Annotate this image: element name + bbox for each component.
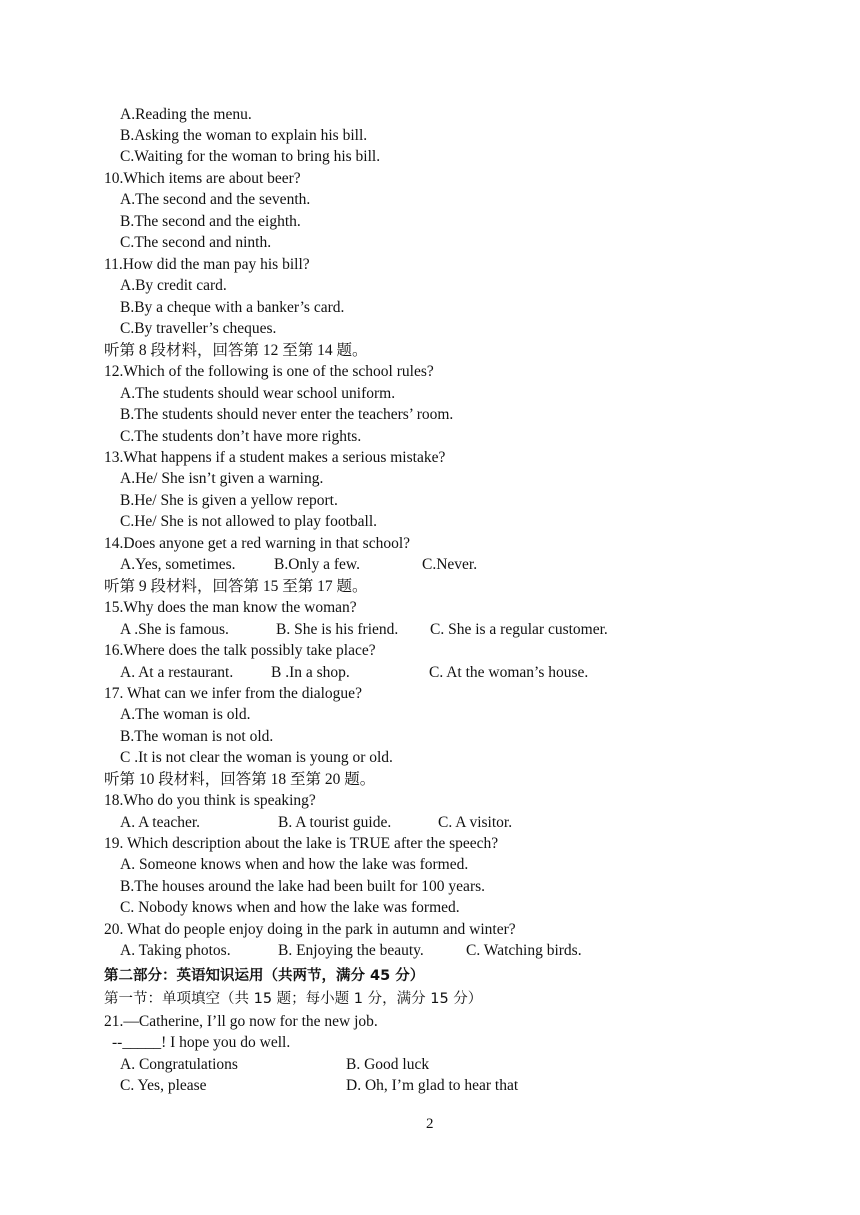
q20-option-a: A. Taking photos. (120, 942, 231, 959)
q12-option-a: A.The students should wear school uniform. (120, 385, 396, 402)
q19-option-a: A. Someone knows when and how the lake was formed. (120, 856, 469, 873)
q15-option-a: A .She is famous. (120, 621, 229, 638)
question-20: 20. What do people enjoy doing in the park in autumn and winter? (104, 921, 516, 938)
question-12: 12.Which of the following is one of the school rules? (104, 363, 434, 380)
q10-option-a: A.The second and the seventh. (120, 191, 311, 208)
q12-option-b: B.The students should never enter the teachers’ room. (120, 406, 454, 423)
q18-option-c: C. A visitor. (438, 814, 513, 831)
question-17: 17. What can we infer from the dialogue? (104, 685, 362, 702)
q20-option-b: B. Enjoying the beauty. (278, 942, 424, 959)
question-21: 21.—Catherine, I’ll go now for the new job. (104, 1013, 378, 1030)
q11-option-a: A.By credit card. (120, 277, 227, 294)
q9-option-c: C.Waiting for the woman to bring his bill. (120, 148, 381, 165)
question-16: 16.Where does the talk possibly take place? (104, 642, 376, 659)
question-19: 19. Which description about the lake is TRUE after the speech? (104, 835, 499, 852)
q14-option-a: A.Yes, sometimes. (120, 556, 236, 573)
question-14: 14.Does anyone get a red warning in that school? (104, 535, 411, 552)
question-15: 15.Why does the man know the woman? (104, 599, 357, 616)
question-18: 18.Who do you think is speaking? (104, 792, 316, 809)
q18-option-b: B. A tourist guide. (278, 814, 392, 831)
q13-option-b: B.He/ She is given a yellow report. (120, 492, 338, 509)
q21-option-a: A. Congratulations (120, 1056, 238, 1073)
part-two-heading: 第二部分：英语知识运用（共两节，满分 45 分） (104, 968, 425, 984)
question-10: 10.Which items are about beer? (104, 170, 301, 187)
q21-option-d: D. Oh, I’m glad to hear that (346, 1077, 519, 1094)
q14-option-c: C.Never. (422, 556, 478, 573)
q18-option-a: A. A teacher. (120, 814, 201, 831)
q9-option-a: A.Reading the menu. (120, 106, 252, 123)
q17-option-c: C .It is not clear the woman is young or old. (120, 749, 393, 766)
q14-option-b: B.Only a few. (274, 556, 360, 573)
q10-option-c: C.The second and ninth. (120, 234, 272, 251)
section-one-heading: 第一节：单项填空（共 15 题；每小题 1 分，满分 15 分） (104, 991, 483, 1007)
q12-option-c: C.The students don’t have more rights. (120, 428, 362, 445)
q15-option-c: C. She is a regular customer. (430, 621, 608, 638)
section-instruction-8: 听第 8 段材料，回答第 12 至第 14 题。 (104, 342, 368, 359)
q10-option-b: B.The second and the eighth. (120, 213, 301, 230)
q11-option-b: B.By a cheque with a banker’s card. (120, 299, 345, 316)
q21-option-b: B. Good luck (346, 1056, 430, 1073)
q16-option-a: A. At a restaurant. (120, 664, 234, 681)
section-instruction-10: 听第 10 段材料，回答第 18 至第 20 题。 (104, 771, 376, 788)
q13-option-a: A.He/ She isn’t given a warning. (120, 470, 324, 487)
q11-option-c: C.By traveller’s cheques. (120, 320, 277, 337)
question-13: 13.What happens if a student makes a serious mistake? (104, 449, 446, 466)
q21-option-c: C. Yes, please (120, 1077, 207, 1094)
q16-option-b: B .In a shop. (271, 664, 350, 681)
page-number: 2 (426, 1116, 434, 1132)
q19-option-c: C. Nobody knows when and how the lake was formed. (120, 899, 460, 916)
section-instruction-9: 听第 9 段材料，回答第 15 至第 17 题。 (104, 578, 368, 595)
q17-option-b: B.The woman is not old. (120, 728, 274, 745)
q13-option-c: C.He/ She is not allowed to play football. (120, 513, 378, 530)
q21-prompt: --_____! I hope you do well. (112, 1034, 291, 1051)
q16-option-c: C. At the woman’s house. (429, 664, 589, 681)
q9-option-b: B.Asking the woman to explain his bill. (120, 127, 368, 144)
question-11: 11.How did the man pay his bill? (104, 256, 310, 273)
q20-option-c: C. Watching birds. (466, 942, 582, 959)
q17-option-a: A.The woman is old. (120, 706, 251, 723)
q19-option-b: B.The houses around the lake had been built for 100 years. (120, 878, 486, 895)
q15-option-b: B. She is his friend. (276, 621, 399, 638)
